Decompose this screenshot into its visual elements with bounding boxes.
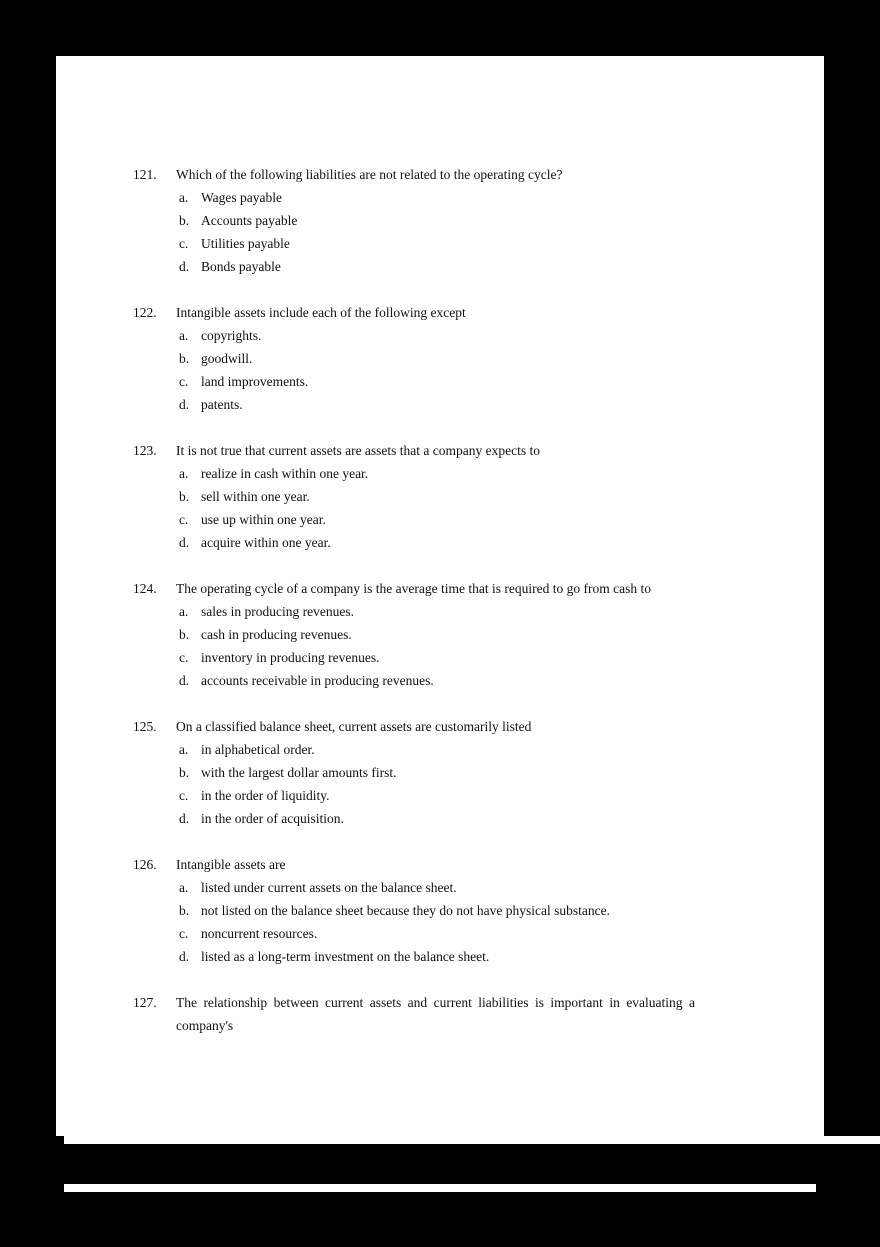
option-letter: c.: [179, 788, 189, 803]
option-d: [133, 807, 695, 830]
option-d: [133, 669, 695, 692]
option-a: [133, 462, 695, 485]
question-123: [133, 439, 695, 554]
option-b: [133, 761, 695, 784]
option-c: [133, 232, 695, 255]
option-text: acquire within one year.: [201, 535, 331, 550]
question-122: [133, 301, 695, 416]
option-text: land improvements.: [201, 374, 309, 389]
bottom-strip: [64, 1184, 816, 1192]
option-letter: c.: [179, 926, 189, 941]
option-a: [133, 186, 695, 209]
option-letter: d.: [179, 259, 190, 274]
option-letter: a.: [179, 880, 189, 895]
option-a: [133, 876, 695, 899]
option-letter: a.: [179, 742, 189, 757]
option-text: Wages payable: [201, 190, 282, 205]
question-number: 126.: [133, 857, 157, 872]
page-edge-band: [64, 1136, 880, 1144]
question-number: 125.: [133, 719, 157, 734]
option-letter: a.: [179, 328, 189, 343]
option-letter: b.: [179, 627, 190, 642]
option-letter: d.: [179, 949, 190, 964]
option-c: [133, 784, 695, 807]
question-text: Intangible assets include each of the following except: [176, 305, 466, 320]
option-letter: a.: [179, 190, 189, 205]
question-number: 122.: [133, 305, 157, 320]
option-text: copyrights.: [201, 328, 262, 343]
option-text: accounts receivable in producing revenues.: [201, 673, 434, 688]
option-letter: b.: [179, 489, 190, 504]
option-letter: b.: [179, 351, 190, 366]
option-d: [133, 393, 695, 416]
option-b: [133, 899, 695, 922]
option-b: [133, 485, 695, 508]
option-text: sell within one year.: [201, 489, 310, 504]
option-text: inventory in producing revenues.: [201, 650, 380, 665]
option-letter: b.: [179, 765, 190, 780]
option-letter: c.: [179, 236, 189, 251]
question-number: 121.: [133, 167, 157, 182]
option-letter: d.: [179, 811, 190, 826]
option-text: not listed on the balance sheet because they do not have physical substance.: [201, 903, 610, 918]
option-text: use up within one year.: [201, 512, 326, 527]
option-text: noncurrent resources.: [201, 926, 318, 941]
question-text: The relationship between current assets and current liabilities is important in evaluating a company's: [176, 995, 695, 1033]
question-text: It is not true that current assets are assets that a company expects to: [176, 443, 541, 458]
question-124: [133, 577, 695, 692]
option-text: Utilities payable: [201, 236, 290, 251]
option-letter: d.: [179, 535, 190, 550]
option-letter: a.: [179, 466, 189, 481]
option-text: realize in cash within one year.: [201, 466, 369, 481]
option-text: in alphabetical order.: [201, 742, 315, 757]
question-text: The operating cycle of a company is the average time that is required to go from cash to: [176, 581, 651, 596]
question-125: [133, 715, 695, 830]
option-c: [133, 922, 695, 945]
option-text: goodwill.: [201, 351, 253, 366]
option-text: with the largest dollar amounts first.: [201, 765, 397, 780]
option-d: [133, 255, 695, 278]
option-text: patents.: [201, 397, 243, 412]
option-letter: d.: [179, 673, 190, 688]
option-d: [133, 531, 695, 554]
option-text: cash in producing revenues.: [201, 627, 352, 642]
question-text: On a classified balance sheet, current assets are customarily listed: [176, 719, 532, 734]
option-text: sales in producing revenues.: [201, 604, 354, 619]
question-number: 124.: [133, 581, 157, 596]
option-letter: c.: [179, 650, 189, 665]
option-letter: c.: [179, 512, 189, 527]
option-text: Bonds payable: [201, 259, 281, 274]
question-text: Intangible assets are: [176, 857, 286, 872]
option-a: [133, 738, 695, 761]
option-d: [133, 945, 695, 968]
option-letter: a.: [179, 604, 189, 619]
option-text: listed as a long-term investment on the balance sheet.: [201, 949, 490, 964]
question-127: [133, 991, 695, 1037]
option-text: listed under current assets on the balance sheet.: [201, 880, 457, 895]
question-126: [133, 853, 695, 968]
option-b: [133, 209, 695, 232]
option-a: [133, 324, 695, 347]
option-text: in the order of liquidity.: [201, 788, 330, 803]
option-b: [133, 347, 695, 370]
option-text: in the order of acquisition.: [201, 811, 344, 826]
question-121: [133, 163, 695, 278]
option-b: [133, 623, 695, 646]
question-number: 127.: [133, 995, 157, 1010]
option-letter: b.: [179, 903, 190, 918]
question-number: 123.: [133, 443, 157, 458]
option-letter: b.: [179, 213, 190, 228]
question-text: Which of the following liabilities are not related to the operating cycle?: [176, 167, 563, 182]
option-c: [133, 508, 695, 531]
option-c: [133, 646, 695, 669]
option-a: [133, 600, 695, 623]
document-page: [56, 56, 824, 1136]
option-letter: c.: [179, 374, 189, 389]
option-letter: d.: [179, 397, 190, 412]
option-c: [133, 370, 695, 393]
option-text: Accounts payable: [201, 213, 298, 228]
question-list: [133, 163, 695, 1060]
